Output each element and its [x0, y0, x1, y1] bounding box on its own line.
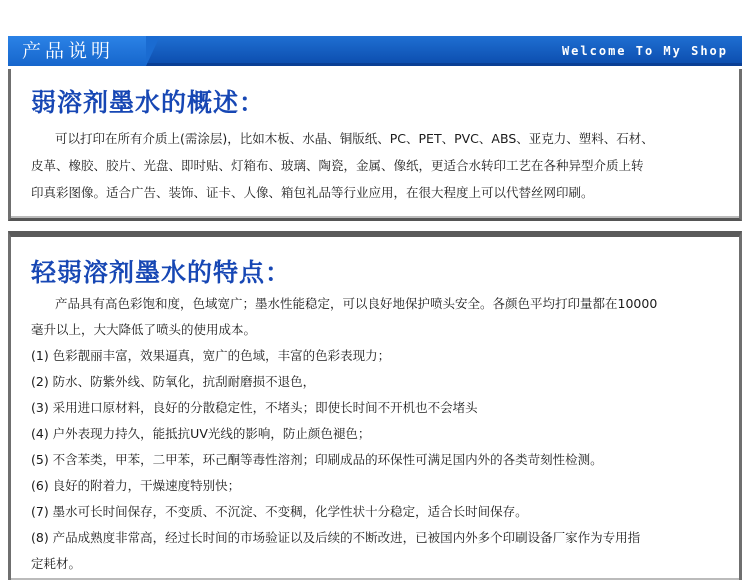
feature-item: (7) 墨水可长时间保存，不变质、不沉淀、不变稠，化学性状十分稳定，适合长时间保存。: [31, 504, 528, 519]
welcome-text: Welcome To My Shop: [561, 44, 728, 58]
feature-item: (3) 采用进口原材料，良好的分散稳定性，不堵头；即使长时间不开机也不会堵头: [31, 400, 478, 415]
feature-item: (6) 良好的附着力，干燥速度特别快；: [31, 478, 241, 493]
overview-line: 印真彩图像。适合广告、装饰、证卡、人像、箱包礼品等行业应用，在很大程度上可以代替丝网印刷。: [31, 185, 594, 200]
features-line: 产品具有高色彩饱和度，色域宽广；墨水性能稳定，可以良好地保护喷头安全。各颜色平均打印量都在10000: [55, 296, 658, 311]
feature-item: 定耗材。: [31, 556, 82, 571]
feature-item: (1) 色彩靓丽丰富，效果逼真，宽广的色域，丰富的色彩表现力；: [31, 348, 391, 363]
feature-item: (8) 产品成熟度非常高，经过长时间的市场验证以及后续的不断改进，已被国内外多个印刷设备厂家作为专用指: [31, 530, 641, 545]
features-panel: [8, 231, 742, 580]
overview-panel: [8, 69, 742, 221]
overview-title: 弱溶剂墨水的概述：: [31, 88, 266, 117]
product-description-tab: 产品说明: [8, 36, 146, 66]
feature-item: (5) 不含苯类，甲苯，二甲苯，环己酮等毒性溶剂；印刷成品的环保性可满足国内外的各类苛刻性检测。: [31, 452, 603, 467]
feature-item: (2) 防水、防紫外线、防氧化，抗刮耐磨损不退色，: [31, 374, 316, 389]
overview-line: 可以打印在所有介质上(需涂层)，比如木板、水晶、铜版纸、PC、PET、PVC、ABS、亚克力、塑料、石材、: [55, 131, 654, 146]
features-line: 毫升以上，大大降低了喷头的使用成本。: [31, 322, 257, 337]
features-title: 轻弱溶剂墨水的特点：: [31, 258, 292, 287]
overview-line: 皮革、橡胶、胶片、光盘、即时贴、灯箱布、玻璃、陶瓷，金属、像纸，更适合水转印工艺在各种异型介质上转: [31, 158, 644, 173]
overview-paragraph: [31, 125, 721, 206]
header-bar: [8, 36, 742, 66]
features-paragraph: [31, 291, 721, 577]
feature-item: (4) 户外表现力持久，能抵抗UV光线的影响，防止颜色褪色；: [31, 426, 371, 441]
